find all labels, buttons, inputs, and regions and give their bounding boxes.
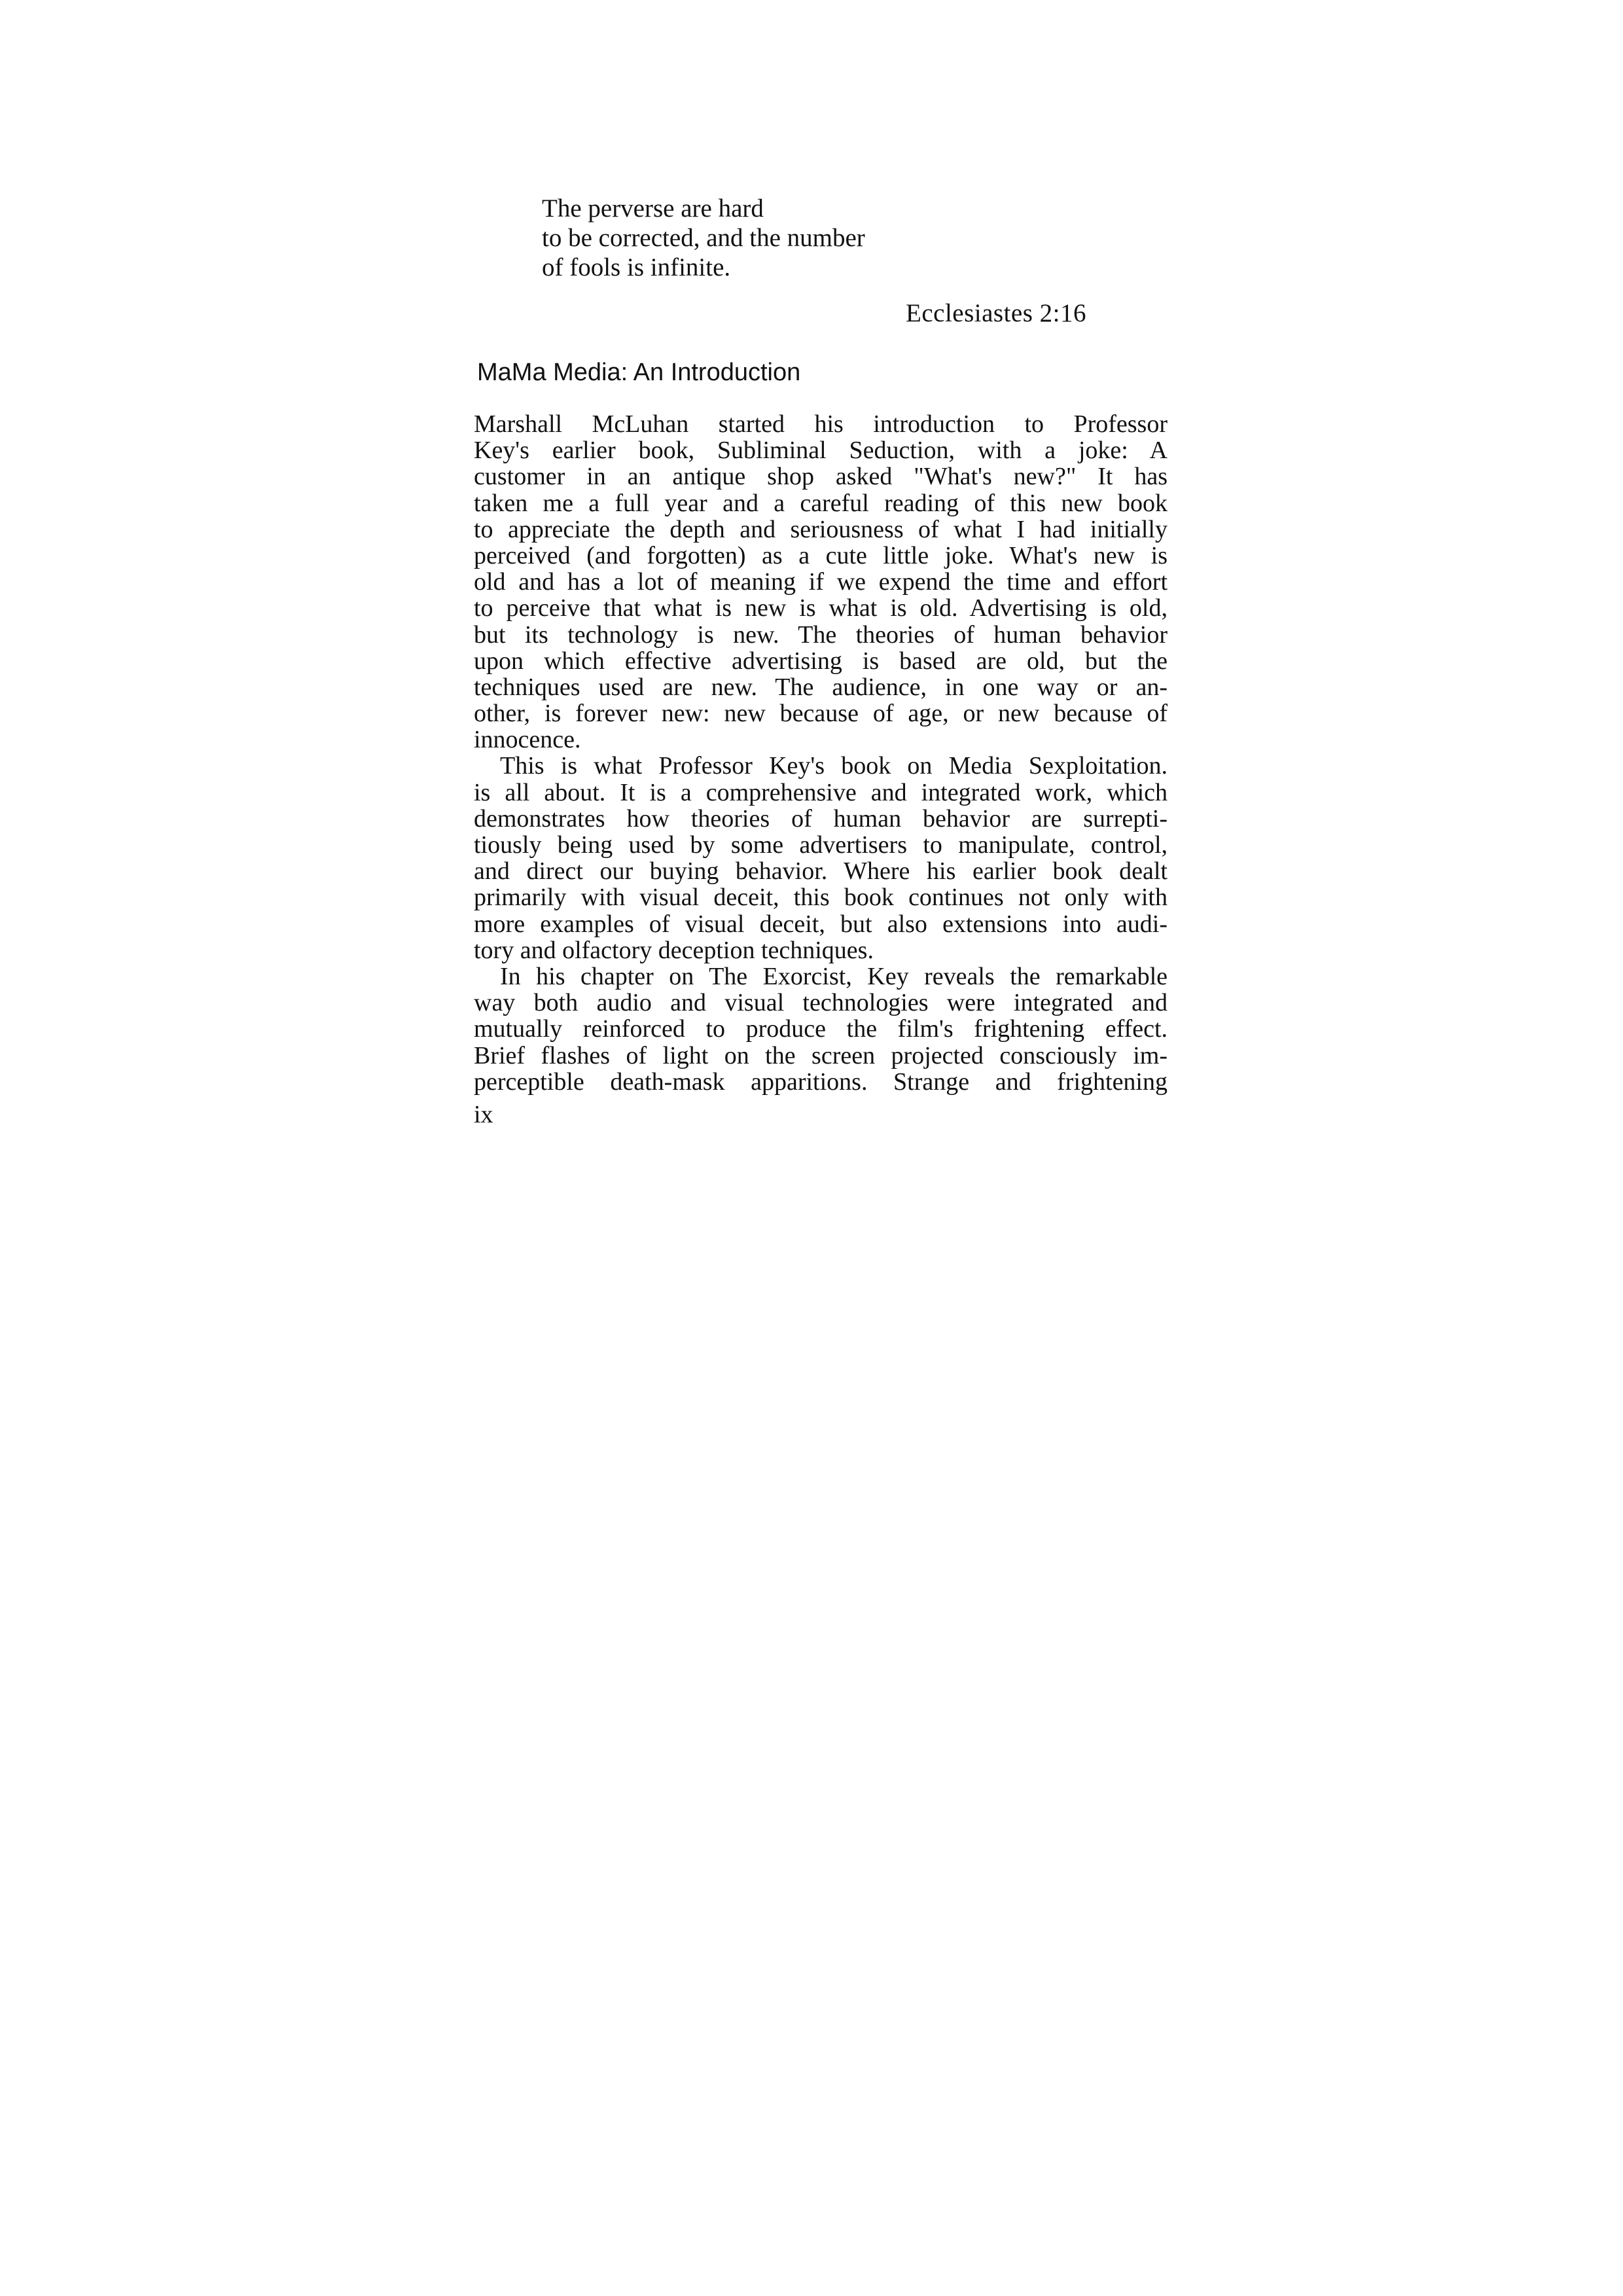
paragraph-1-line: old and has a lot of meaning if we expend the time and effort bbox=[474, 568, 1168, 596]
page-number: ix bbox=[474, 1101, 493, 1128]
paragraph-1-line: techniques used are new. The audience, in one way or an- bbox=[474, 673, 1168, 701]
paragraph-1-line: to perceive that what is new is what is old. Advertising is old, bbox=[474, 594, 1168, 622]
epigraph-source: Ecclesiastes 2:16 bbox=[906, 299, 1086, 327]
paragraph-1-line: innocence. bbox=[474, 726, 581, 754]
paragraph-3-line: In his chapter on The Exorcist, Key reveals the remarkable bbox=[500, 962, 1168, 990]
paragraph-3-line: mutually reinforced to produce the film's frightening effect. bbox=[474, 1015, 1168, 1043]
paragraph-1-line: upon which effective advertising is based are old, but the bbox=[474, 647, 1168, 675]
paragraph-2-line: tory and olfactory deception techniques. bbox=[474, 936, 874, 964]
paragraph-1-line: Marshall McLuhan started his introduction to Professor bbox=[474, 410, 1168, 438]
paragraph-2-line: primarily with visual deceit, this book continues not only with bbox=[474, 884, 1168, 912]
paragraph-1-line: perceived (and forgotten) as a cute little joke. What's new is bbox=[474, 541, 1168, 569]
paragraph-1-line: to appreciate the depth and seriousness of what I had initially bbox=[474, 515, 1168, 543]
epigraph bbox=[542, 194, 1196, 282]
paragraph-1-line: but its technology is new. The theories of human behavior bbox=[474, 620, 1168, 649]
epigraph-line: of fools is infinite. bbox=[542, 253, 731, 281]
paragraph-2-line: demonstrates how theories of human behavior are surrepti- bbox=[474, 804, 1168, 833]
chapter-title: MaMa Media: An Introduction bbox=[477, 359, 801, 386]
paragraph-2-line: This is what Professor Key's book on Media Sexploitation. bbox=[500, 752, 1168, 780]
paragraph-3-line: way both audio and visual technologies were integrated and bbox=[474, 989, 1168, 1017]
paragraph-1-line: taken me a full year and a careful reading of this new book bbox=[474, 489, 1168, 517]
epigraph-line: to be corrected, and the number bbox=[542, 224, 865, 252]
paragraph-2-line: is all about. It is a comprehensive and integrated work, which bbox=[474, 778, 1168, 806]
paragraph-3-line: perceptible death-mask apparitions. Strange and frightening bbox=[474, 1067, 1168, 1096]
paragraph-2-line: more examples of visual deceit, but also extensions into audi- bbox=[474, 910, 1168, 938]
epigraph-line: The perverse are hard bbox=[542, 194, 764, 223]
body-text bbox=[474, 411, 1168, 1095]
paragraph-1-line: customer in an antique shop asked "What's new?" It has bbox=[474, 463, 1168, 491]
paragraph-3-line: Brief flashes of light on the screen projected consciously im- bbox=[474, 1041, 1168, 1069]
paragraph-2-line: and direct our buying behavior. Where his earlier book dealt bbox=[474, 857, 1168, 886]
paragraph-1-line: Key's earlier book, Subliminal Seduction, with a joke: A bbox=[474, 437, 1168, 465]
paragraph-1-line: other, is forever new: new because of age, or new because of bbox=[474, 700, 1168, 728]
paragraph-2-line: tiously being used by some advertisers to manipulate, control, bbox=[474, 831, 1168, 859]
